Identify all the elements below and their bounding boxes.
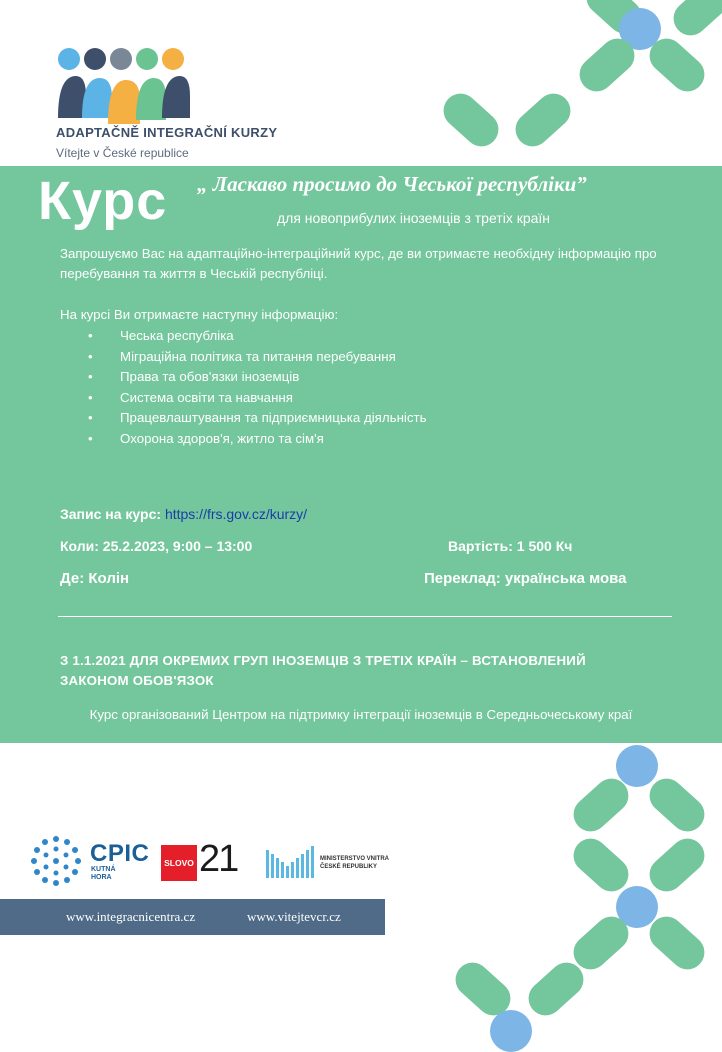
registration-label: Запис на курс: (60, 506, 162, 522)
list-item: • Система освіти та навчання (86, 388, 427, 409)
decor-pill (437, 87, 506, 154)
decor-pill (667, 0, 722, 42)
decor-dot (490, 1010, 532, 1052)
slovo21-logo-number: 21 (199, 838, 238, 880)
footer-link-integracnicentra[interactable]: www.integracnicentra.cz (66, 909, 196, 924)
decor-dot (616, 745, 658, 787)
course-translation: Переклад: українська мова (424, 570, 627, 587)
cpic-logo-icon (30, 835, 82, 887)
course-subtitle: для новоприбулих іноземців з третіх країн (277, 210, 551, 226)
ministry-interior-logo-icon (266, 846, 314, 880)
organizer-note: Курс організований Центром на підтримку інтеграції іноземців в Середньочеському краї (89, 707, 633, 722)
course-title: „ Ласкаво просимо до Чеської республіки” (197, 172, 587, 196)
info-heading: На курсі Ви отримаєте наступну інформацію: (60, 307, 339, 322)
decor-pill (509, 87, 578, 154)
registration-line (60, 506, 307, 522)
course-location: Де: Колін (60, 570, 130, 587)
decor-pill (643, 832, 712, 899)
ministry-line: MINISTERSTVO VNITRA (320, 856, 390, 862)
course-date-time: Коли: 25.2.2023, 9:00 – 13:00 (60, 538, 253, 554)
footer-link-vitejtevcr[interactable]: www.vitejtevcr.cz (247, 909, 341, 924)
slovo21-logo-word: SLOVO (164, 858, 194, 868)
list-item: • Права та обов'язки іноземців (86, 367, 427, 388)
integration-courses-logo (56, 46, 196, 126)
legal-duty-notice: З 1.1.2021 ДЛЯ ОКРЕМИХ ГРУП ІНОЗЕМЦІВ З ТРЕТІХ КРАЇН – ВСТАНОВЛЕНИЙ ЗАКОНОМ ОБОВ'ЯЗОК (60, 653, 586, 688)
cpic-city-line: HORA (91, 874, 112, 881)
ministry-line: ČESKÉ REPUBLIKY (320, 864, 378, 870)
intro-text: Запрошуємо Вас на адаптаційно-інтеграційний курс, де ви отримаєте необхідну інформацію про перебування та життя в Чеській республіці. (60, 246, 657, 281)
cpic-city (91, 866, 116, 882)
list-item: • Працевлаштування та підприємницька діяльність (86, 408, 427, 429)
registration-link[interactable]: https://frs.gov.cz/kurzy/ (164, 506, 308, 522)
course-heading: Курс (38, 171, 168, 231)
divider (58, 616, 672, 617)
cpic-city-line: KUTNÁ (91, 866, 116, 873)
list-item: • Охорона здоров'я, житло та сім'я (86, 429, 427, 450)
list-item: • Міграційна політика та питання перебування (86, 347, 427, 368)
decor-pill (643, 772, 712, 839)
course-price: Вартість: 1 500 Кч (448, 538, 573, 554)
logo-subtitle: Vítejte v České republice (56, 146, 189, 160)
topics-list (86, 326, 427, 450)
cpic-logo-text: CPIC (90, 840, 150, 867)
logo-title: ADAPTAČNĚ INTEGRAČNÍ KURZY (56, 125, 278, 140)
ministry-interior-logo-text (320, 855, 389, 871)
list-item: • Чеська республіка (86, 326, 427, 347)
